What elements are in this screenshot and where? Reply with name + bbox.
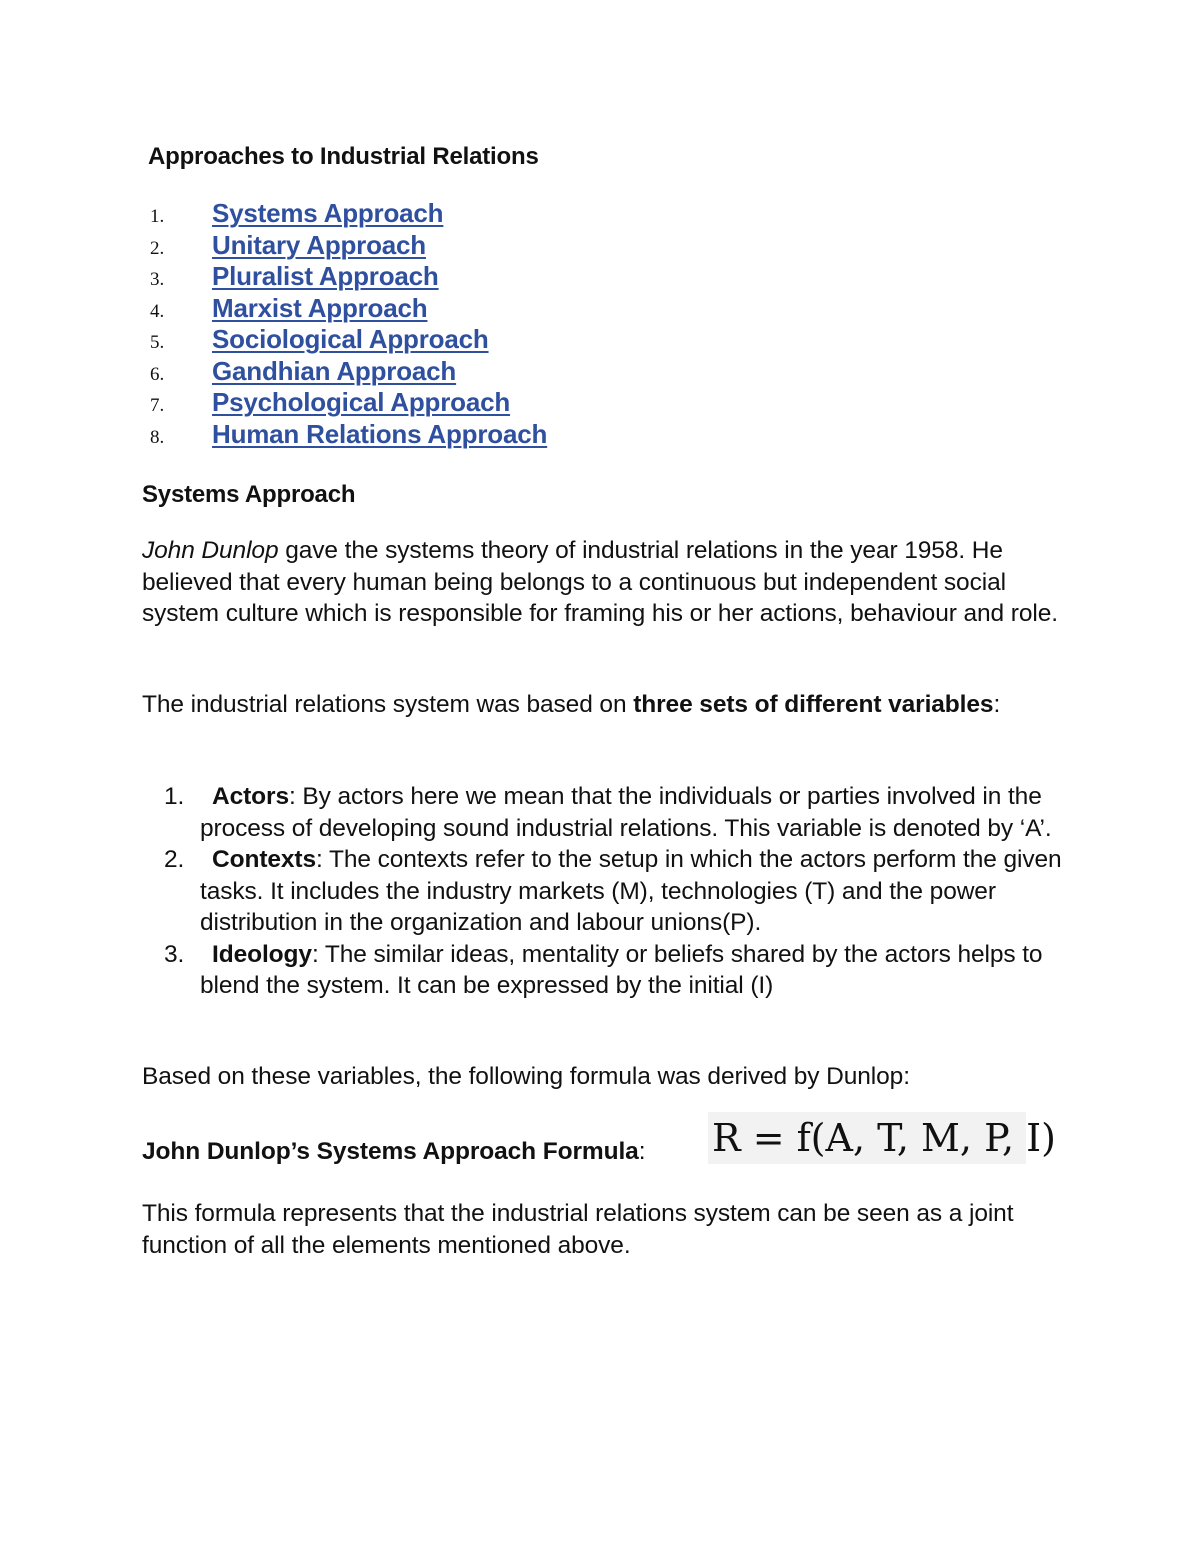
list-number: 2. [164, 846, 185, 873]
variable-text: : The contexts refer to the setup in which the actors perform the given tasks. It includes the industry markets (M), technologies (T) and the power distribution in the organization and labour unions(P). [200, 846, 1062, 936]
variable-item-ideology [142, 939, 1062, 1002]
list-item [150, 387, 547, 419]
variable-term: Ideology [212, 940, 312, 968]
intro-paragraph [142, 535, 1062, 630]
author-name: John Dunlop [142, 537, 279, 564]
link-gandhian-approach[interactable]: Gandhian Approach [212, 355, 457, 386]
variables-list [142, 781, 1062, 1002]
link-unitary-approach[interactable]: Unitary Approach [212, 229, 426, 260]
document-title: Approaches to Industrial Relations [148, 143, 539, 170]
list-item [150, 324, 547, 356]
list-number: 3. [150, 269, 165, 290]
formula-equation: R = f(A, T, M, P, I) [708, 1112, 1026, 1164]
list-number: 6. [150, 363, 165, 385]
list-item [150, 198, 547, 230]
list-item [150, 261, 547, 293]
variables-intro-bold: three sets of different variables [633, 691, 994, 718]
list-number: 8. [150, 426, 165, 448]
link-marxist-approach[interactable]: Marxist Approach [212, 292, 428, 323]
list-number: 4. [150, 300, 165, 322]
variables-intro-paragraph [142, 689, 1062, 721]
variable-item-contexts [142, 844, 1062, 939]
link-human-relations-approach[interactable]: Human Relations Approach [212, 418, 548, 449]
list-item [150, 293, 547, 325]
variable-text: : The similar ideas, mentality or beliefs shared by the actors helps to blend the system. It can be expressed by the initial (I) [200, 940, 1043, 999]
formula-label-text: John Dunlop’s Systems Approach Formula [142, 1138, 639, 1165]
list-number: 1. [164, 783, 185, 810]
formula-line [142, 1112, 1082, 1172]
link-psychological-approach[interactable]: Psychological Approach [212, 387, 511, 417]
variable-text: : By actors here we mean that the individuals or parties involved in the process of developing sound industrial relations. This variable is denoted by ‘A’. [200, 783, 1052, 842]
list-item [150, 356, 547, 388]
variable-item-actors [142, 781, 1062, 844]
link-sociological-approach[interactable]: Sociological Approach [212, 324, 489, 354]
variable-term: Contexts [212, 846, 317, 873]
list-number: 1. [150, 206, 165, 227]
variables-intro-before: The industrial relations system was based on [142, 691, 634, 718]
link-systems-approach[interactable]: Systems Approach [212, 198, 444, 228]
variables-intro-after: : [993, 691, 1001, 718]
list-item [150, 419, 547, 451]
link-pluralist-approach[interactable]: Pluralist Approach [212, 261, 439, 291]
formula-label [142, 1136, 645, 1168]
formula-intro-paragraph: Based on these variables, the following formula was derived by Dunlop: [142, 1063, 910, 1090]
list-number: 3. [164, 940, 185, 968]
list-number: 5. [150, 332, 165, 353]
variable-term: Actors [212, 783, 290, 810]
conclusion-paragraph: This formula represents that the industrial relations system can be seen as a joint function of all the elements mentioned above. [142, 1200, 1014, 1259]
list-item [150, 230, 547, 262]
formula-colon: : [638, 1138, 646, 1165]
list-number: 7. [150, 395, 165, 416]
intro-text: gave the systems theory of industrial relations in the year 1958. He believed that every human being belongs to a continuous but independent social system culture which is responsible for framing his or her actions, behaviour and role. [142, 537, 1058, 627]
list-number: 2. [150, 237, 165, 259]
section-heading-systems: Systems Approach [142, 481, 356, 508]
approaches-list [150, 198, 547, 450]
